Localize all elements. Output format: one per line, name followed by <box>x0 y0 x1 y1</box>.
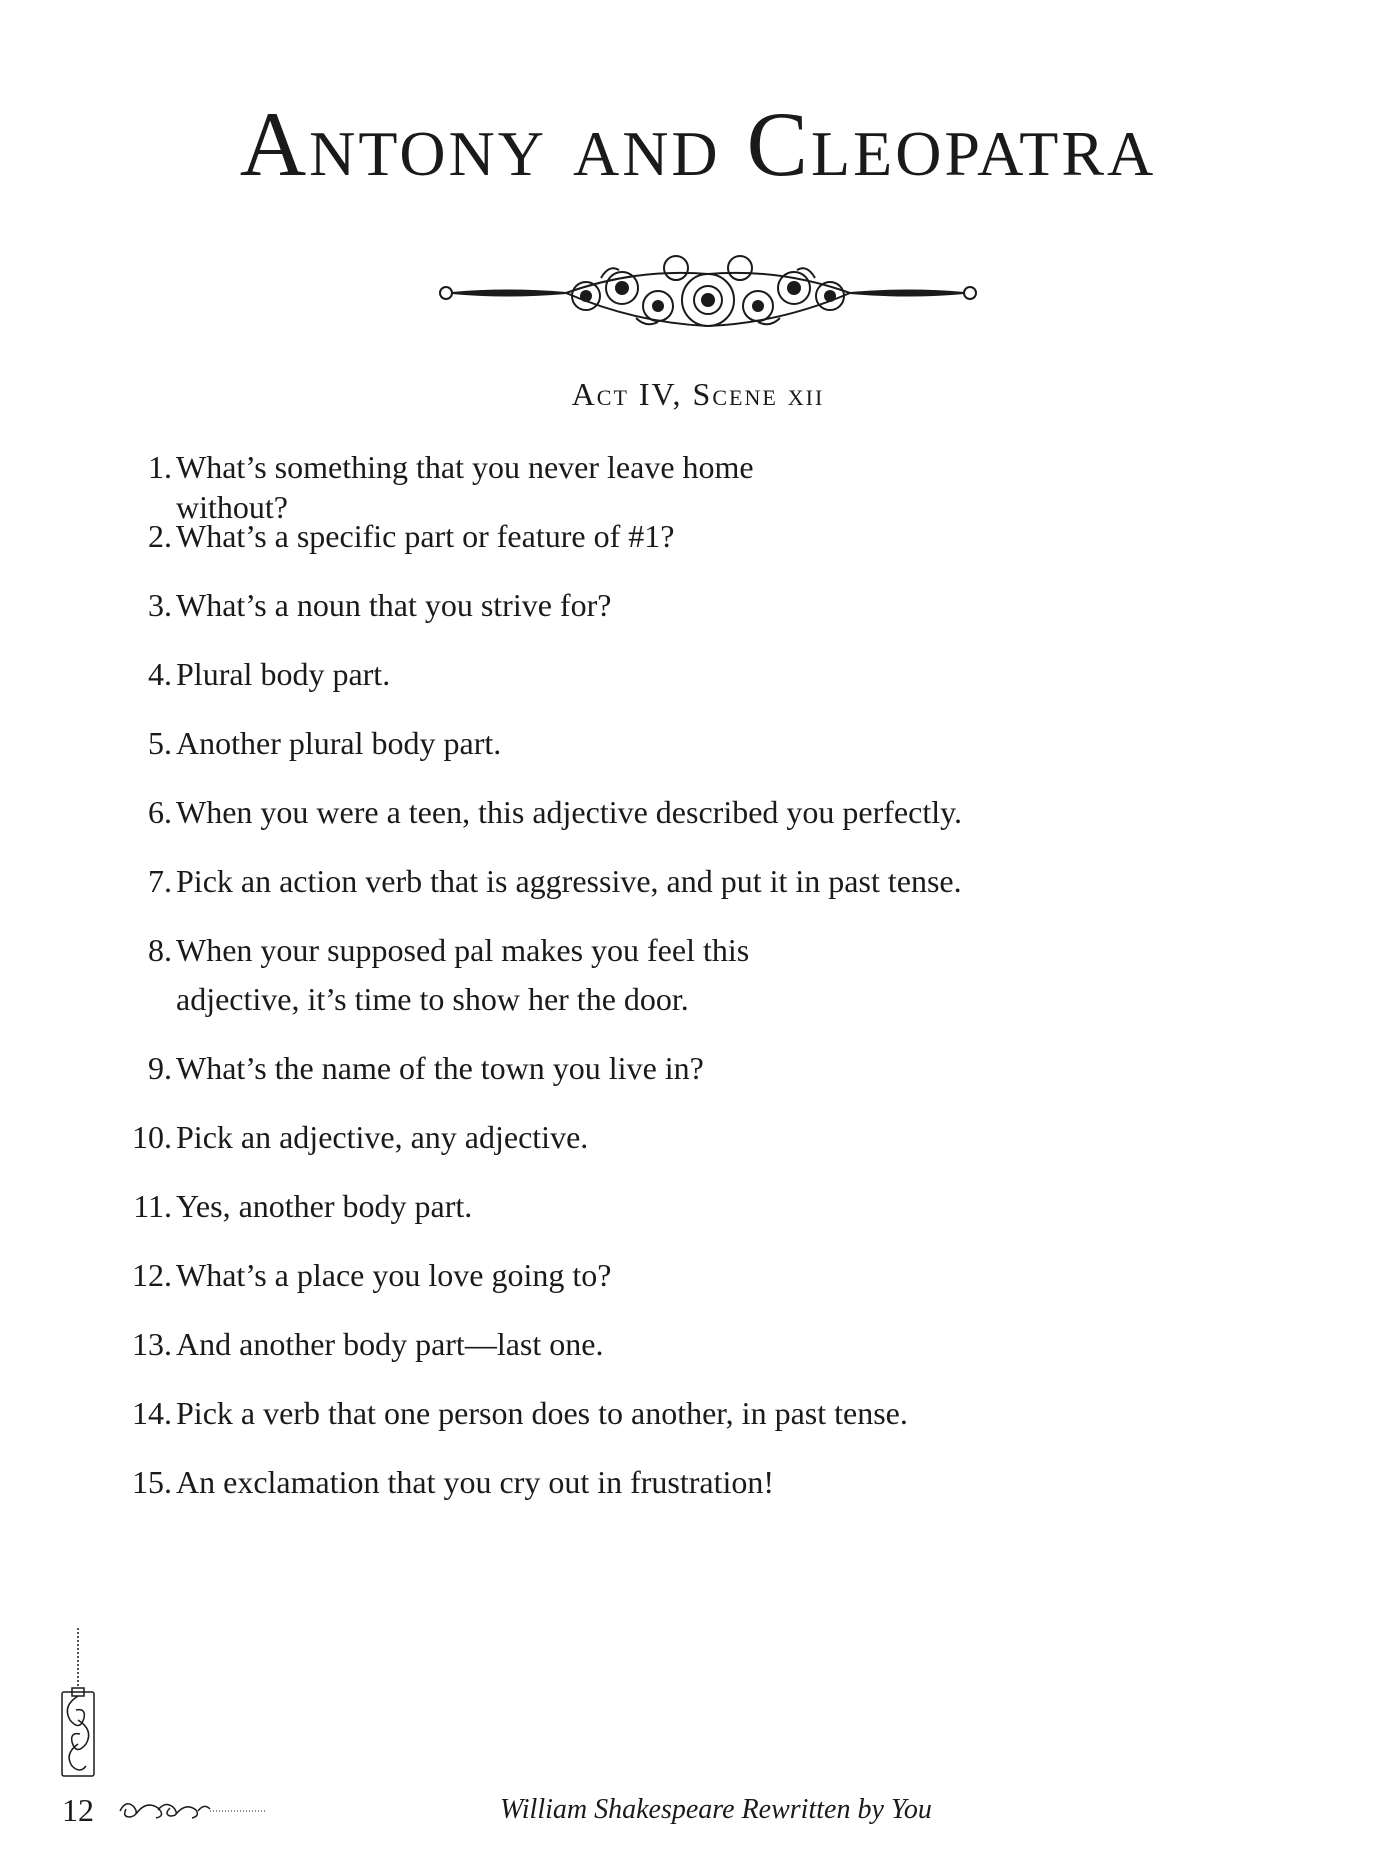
question-text: What’s a noun that you strive for? <box>176 587 612 623</box>
question-text: When your supposed pal makes you feel this adjective, it’s time to show her the door. <box>176 932 750 1017</box>
list-item <box>0 1255 1396 1324</box>
question-number: 5. <box>148 725 172 761</box>
list-item <box>0 930 1396 1048</box>
list-item <box>0 1117 1396 1186</box>
page-title: Antony and Cleopatra <box>239 93 1157 195</box>
question-number: 10. <box>132 1119 172 1155</box>
question-number: 1. <box>148 449 172 485</box>
list-item <box>0 1048 1396 1117</box>
question-text: Plural body part. <box>176 656 391 692</box>
list-item <box>0 1324 1396 1393</box>
list-item <box>0 516 1396 585</box>
question-text: What’s a place you love going to? <box>176 1257 612 1293</box>
question-text: What’s something that you never leave home without? <box>176 449 754 525</box>
list-item <box>0 1393 1396 1462</box>
list-item <box>0 1186 1396 1255</box>
question-text: Pick a verb that one person does to another, in past tense. <box>176 1395 908 1431</box>
scene-heading: Act IV, Scene xii <box>571 376 825 412</box>
question-number: 8. <box>148 932 172 968</box>
floral-divider-icon <box>436 248 980 338</box>
question-number: 9. <box>148 1050 172 1086</box>
question-text: Another plural body part. <box>176 725 502 761</box>
list-item <box>0 447 1396 525</box>
question-text: What’s the name of the town you live in? <box>176 1050 704 1086</box>
question-text: When you were a teen, this adjective described you perfectly. <box>176 794 963 830</box>
question-number: 2. <box>148 518 172 554</box>
question-text: And another body part—last one. <box>176 1326 604 1362</box>
vertical-flourish-icon <box>54 1628 102 1778</box>
list-item <box>0 654 1396 723</box>
question-number: 7. <box>148 863 172 899</box>
question-text: Yes, another body part. <box>176 1188 473 1224</box>
question-number: 12. <box>132 1257 172 1293</box>
question-number: 14. <box>132 1395 172 1431</box>
question-number: 6. <box>148 794 172 830</box>
question-number: 11. <box>133 1188 172 1224</box>
question-text: What’s a specific part or feature of #1? <box>176 518 675 554</box>
list-item <box>0 723 1396 792</box>
question-number: 13. <box>132 1326 172 1362</box>
list-item <box>0 585 1396 654</box>
book-title: William Shakespeare Rewritten by You <box>500 1794 932 1825</box>
list-item <box>0 1462 1396 1531</box>
question-number: 15. <box>132 1464 172 1500</box>
scroll-flourish-icon <box>118 1796 268 1826</box>
page-number: 12 <box>62 1792 94 1828</box>
list-item <box>0 861 1396 930</box>
question-number: 4. <box>148 656 172 692</box>
question-text: Pick an action verb that is aggressive, and put it in past tense. <box>176 863 962 899</box>
question-number: 3. <box>148 587 172 623</box>
question-list <box>0 447 1396 1531</box>
list-item <box>0 792 1396 861</box>
question-text: An exclamation that you cry out in frustration! <box>176 1464 775 1500</box>
question-text: Pick an adjective, any adjective. <box>176 1119 589 1155</box>
